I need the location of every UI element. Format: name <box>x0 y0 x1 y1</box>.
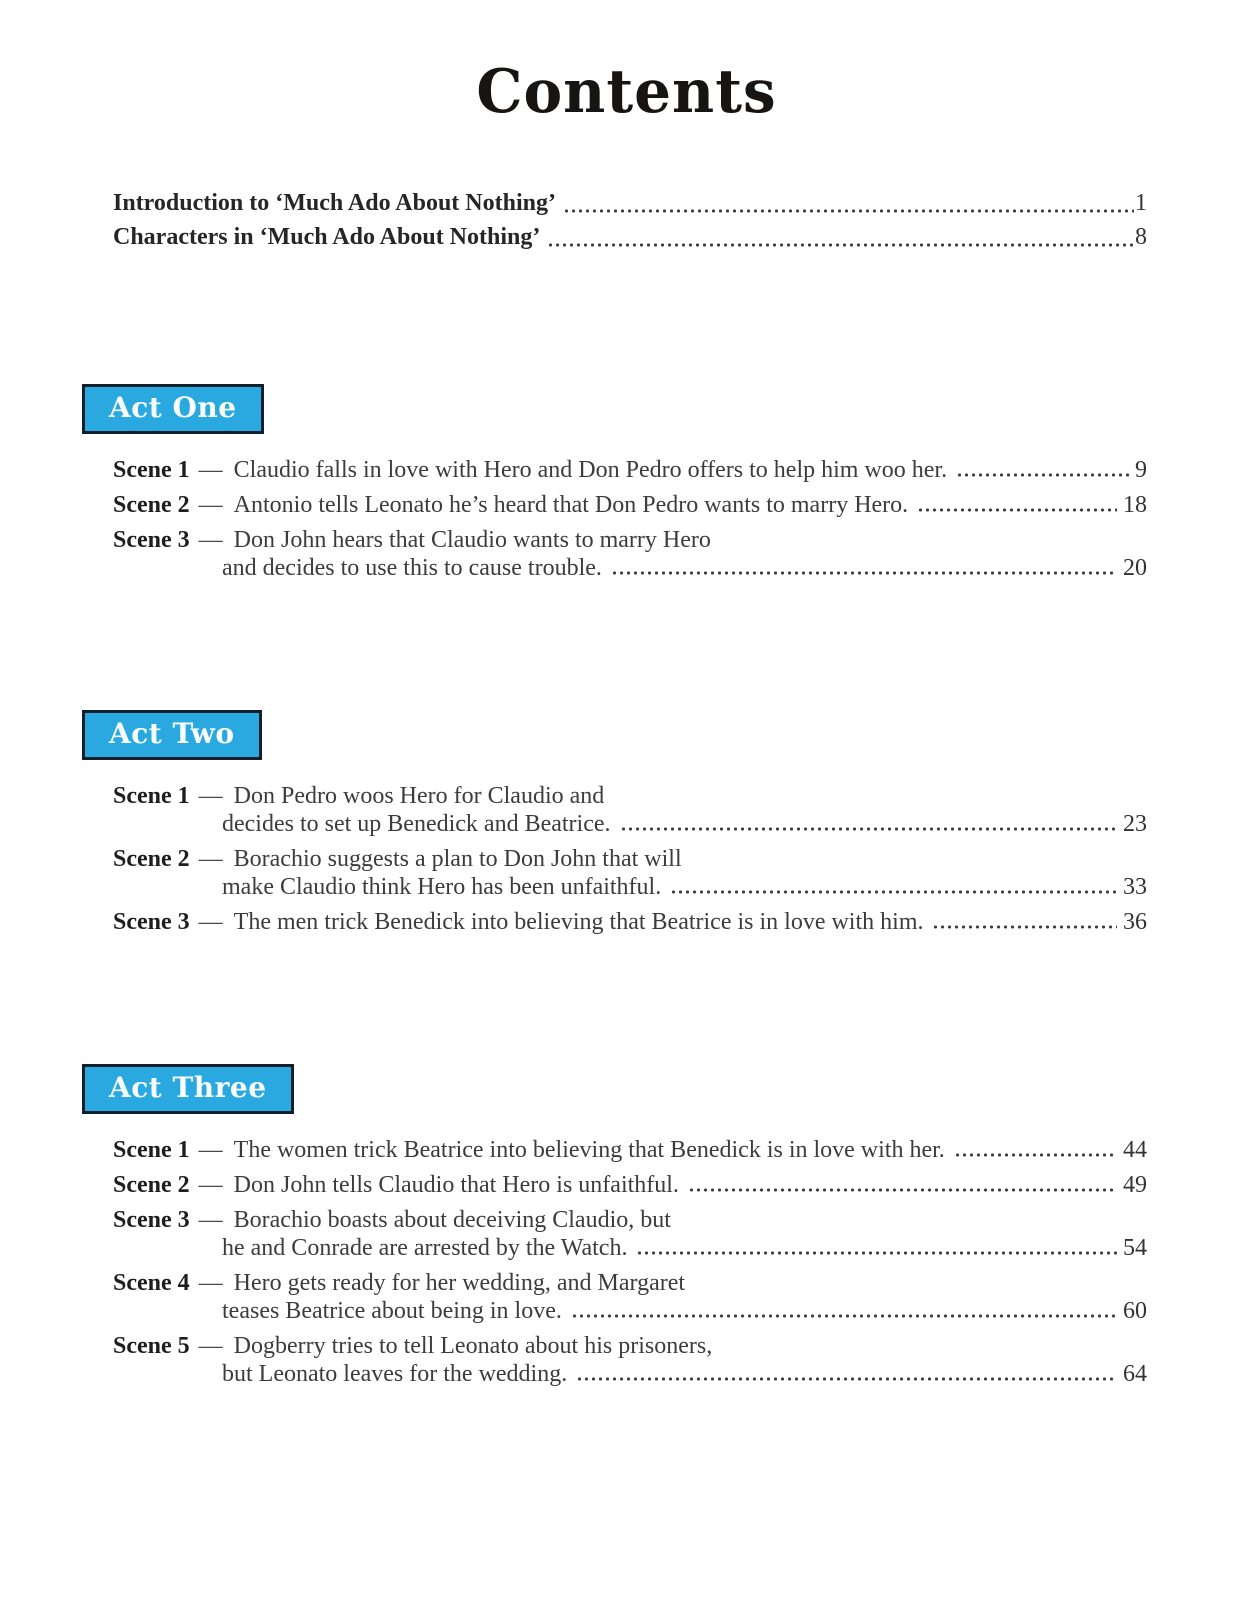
page-number: 8 <box>1135 224 1147 250</box>
scene-entry <box>113 908 1147 936</box>
scene-dash: — <box>198 909 223 935</box>
scene-description: Hero gets ready for her wedding, and Margaret <box>233 1270 686 1296</box>
act-section <box>109 1064 1147 1388</box>
scene-description: Don John hears that Claudio wants to marry Hero <box>233 527 711 553</box>
scene-line <box>113 782 1147 810</box>
scene-description: Dogberry tries to tell Leonato about his prisoners, <box>233 1333 713 1359</box>
front-matter-list <box>113 186 1147 254</box>
scene-label: Scene 3 <box>113 527 190 553</box>
scene-dash: — <box>198 846 223 872</box>
front-matter-entry <box>113 186 1147 220</box>
page-number: 60 <box>1123 1298 1147 1324</box>
scene-line-continued <box>113 1297 1147 1325</box>
scene-entry <box>113 456 1147 484</box>
scene-line <box>113 1171 1147 1199</box>
page-number: 1 <box>1135 190 1147 216</box>
scene-description: Don John tells Claudio that Hero is unfaithful. <box>233 1172 679 1198</box>
scene-description-continued: teases Beatrice about being in love. <box>222 1298 562 1324</box>
scene-line <box>113 908 1147 936</box>
scene-dash: — <box>198 457 223 483</box>
scene-label: Scene 3 <box>113 1207 190 1233</box>
scene-entry <box>113 782 1147 838</box>
scene-entry <box>113 1171 1147 1199</box>
scene-entry <box>113 526 1147 582</box>
page-title: Contents <box>476 55 777 127</box>
scene-description-continued: but Leonato leaves for the wedding. <box>222 1361 568 1387</box>
scene-entry <box>113 491 1147 519</box>
scene-entry <box>113 845 1147 901</box>
page-number: 49 <box>1123 1172 1147 1198</box>
scene-description: Don Pedro woos Hero for Claudio and <box>233 783 605 809</box>
scene-description: Borachio boasts about deceiving Claudio, but <box>233 1207 671 1233</box>
page-number: 64 <box>1123 1361 1147 1387</box>
scene-list <box>113 456 1147 582</box>
dot-leader <box>577 1375 1117 1383</box>
scene-list <box>113 782 1147 936</box>
scene-line <box>113 1136 1147 1164</box>
scene-description-continued: he and Conrade are arrested by the Watch. <box>222 1235 628 1261</box>
page-number: 54 <box>1123 1235 1147 1261</box>
dot-leader <box>621 825 1117 833</box>
scene-description-continued: decides to set up Benedick and Beatrice. <box>222 811 611 837</box>
scene-dash: — <box>198 1333 223 1359</box>
act-heading: Act Two <box>82 710 262 760</box>
scene-line-continued <box>113 810 1147 838</box>
scene-dash: — <box>198 1172 223 1198</box>
scene-dash: — <box>198 1270 223 1296</box>
scene-line-continued <box>113 873 1147 901</box>
scene-dash: — <box>198 492 223 518</box>
page-number: 20 <box>1123 555 1147 581</box>
scene-description-continued: and decides to use this to cause trouble. <box>222 555 602 581</box>
scene-line-continued <box>113 1234 1147 1262</box>
scene-label: Scene 5 <box>113 1333 190 1359</box>
dot-leader <box>957 471 1129 479</box>
scene-label: Scene 3 <box>113 909 190 935</box>
front-matter-entry <box>113 220 1147 254</box>
scene-line <box>113 1269 1147 1297</box>
act-heading: Act Three <box>82 1064 294 1114</box>
dot-leader <box>918 506 1117 514</box>
scene-label: Scene 2 <box>113 1172 190 1198</box>
scene-line <box>113 1332 1147 1360</box>
scene-line <box>113 845 1147 873</box>
scene-dash: — <box>198 1137 223 1163</box>
scene-label: Scene 2 <box>113 846 190 872</box>
act-section <box>109 384 1147 582</box>
dot-leader <box>572 1312 1117 1320</box>
page-number: 9 <box>1135 457 1147 483</box>
scene-dash: — <box>198 527 223 553</box>
scene-entry <box>113 1206 1147 1262</box>
scene-label: Scene 1 <box>113 783 190 809</box>
front-matter-label: Characters in ‘Much Ado About Nothing’ <box>113 224 541 250</box>
dot-leader <box>955 1151 1117 1159</box>
dot-leader <box>671 888 1117 896</box>
front-matter-label: Introduction to ‘Much Ado About Nothing’ <box>113 190 556 216</box>
scene-description: Antonio tells Leonato he’s heard that Don Pedro wants to marry Hero. <box>233 492 909 518</box>
dot-leader <box>689 1186 1117 1194</box>
scene-description: Borachio suggests a plan to Don John that will <box>233 846 682 872</box>
dot-leader <box>564 207 1134 215</box>
scene-entry <box>113 1332 1147 1388</box>
scene-label: Scene 4 <box>113 1270 190 1296</box>
scene-line <box>113 1206 1147 1234</box>
scene-entry <box>113 1136 1147 1164</box>
scene-line-continued <box>113 554 1147 582</box>
scene-label: Scene 1 <box>113 1137 190 1163</box>
scene-dash: — <box>198 783 223 809</box>
scene-label: Scene 2 <box>113 492 190 518</box>
scene-entry <box>113 1269 1147 1325</box>
scene-line <box>113 526 1147 554</box>
page-number: 18 <box>1123 492 1147 518</box>
scene-description: The men trick Benedick into believing that Beatrice is in love with him. <box>233 909 924 935</box>
dot-leader <box>548 241 1134 249</box>
dot-leader <box>612 569 1117 577</box>
scene-list <box>113 1136 1147 1388</box>
scene-line <box>113 456 1147 484</box>
page-number: 36 <box>1123 909 1147 935</box>
act-heading: Act One <box>82 384 264 434</box>
scene-description: The women trick Beatrice into believing that Benedick is in love with her. <box>233 1137 945 1163</box>
dot-leader <box>637 1249 1117 1257</box>
page-number: 44 <box>1123 1137 1147 1163</box>
scene-line-continued <box>113 1360 1147 1388</box>
page-number: 23 <box>1123 811 1147 837</box>
acts-container <box>0 384 1253 1388</box>
scene-description-continued: make Claudio think Hero has been unfaithful. <box>222 874 662 900</box>
page-number: 33 <box>1123 874 1147 900</box>
scene-dash: — <box>198 1207 223 1233</box>
scene-description: Claudio falls in love with Hero and Don Pedro offers to help him woo her. <box>233 457 948 483</box>
scene-label: Scene 1 <box>113 457 190 483</box>
act-section <box>109 710 1147 936</box>
scene-line <box>113 491 1147 519</box>
dot-leader <box>933 923 1117 931</box>
